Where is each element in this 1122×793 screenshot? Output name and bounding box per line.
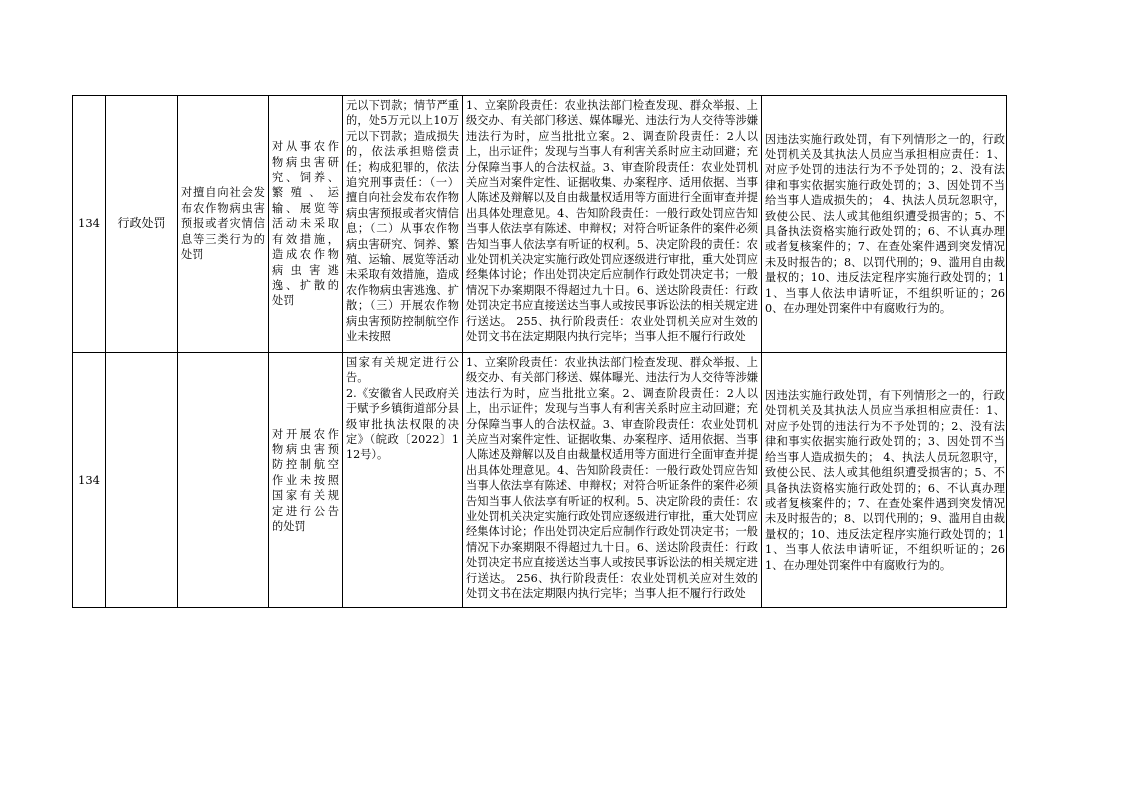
subitem-name-cell (269, 353, 343, 608)
table-row (73, 96, 1006, 353)
legal-basis: 元以下罚款；情节严重的，处5万元以上10万元以下罚款；造成损失的，依法承担赔偿责任；构成犯罪的，依法追究刑事责任：（一）擅自向社会发布农作物病虫害预报或者灾情信息；（二）从事农作物病虫害研究、饲养、繁殖、运输、展览等活动未采取有效措施，造成农作物病虫害逃逸、扩散；（三）开展农作物病虫害预防控制航空作业未按照 (346, 99, 459, 344)
legal-basis: 国家有关规定进行公告。 2.《安徽省人民政府关于赋予乡镇街道部分县级审批执法权限的决定》（皖政〔2022〕112号）。 (346, 356, 459, 462)
row-number: 134 (78, 472, 100, 487)
subitem-name: 对从事农作物病虫害研究、饲养、繁殖、运输、展览等活动未采取有效措施，造成农作物病虫害逃逸、扩散的处罚 (272, 140, 339, 308)
accountability-text: 因违法实施行政处罚，有下列情形之一的，行政处罚机关及其执法人员应当承担相应责任：1、对应予处罚的违法行为不予处罚的；2、没有法律和事实依据实施行政处罚的；3、因处罚不当给当事人造成损失的； 4、执法人员玩忽职守，致使公民、法人或其他组织遭受损害的；5、不具备执法资格实施行政处罚的；6、不认真办理或者复核案件的；7、在查处案件遇到突发情况未及时报告的；8、以罚代刑的；9、滥用自由裁量权的；10、违反法定程序实施行政处罚的；11、当事人依法申请听证，不组织听证的；261、在办理处罚案件中有腐败行为的。 (765, 389, 1005, 572)
responsibility-text: 1、立案阶段责任：农业执法部门检查发现、群众举报、上级交办、有关部门移送、媒体曝光、违法行为人交待等涉嫌违法行为时，应当批批立案。2、调查阶段责任：2人以上，出示证件；发现与当事人有利害关系时应主动回避；充分保障当事人的合法权益。3、审查阶段责任：农业处罚机关应当对案件定性、证据收集、办案程序、适用依据、当事人陈述及辩解以及自由裁量权适用等方面进行全面审查并提出具体处理意见。4、告知阶段责任：一般行政处罚应告知当事人依法享有陈述、申辩权；对符合听证条件的案件必须告知当事人依法享有听证的权利。5、决定阶段的责任：农业处罚机关决定实施行政处罚应逐级进行审批，重大处罚应经集体讨论；作出处罚决定后应制作行政处罚决定书；一般情况下办案期限不得超过九十日。6、送达阶段责任：行政处罚决定书应直接送达当事人或按民事诉讼法的相关规定进行送达。 255、执行阶段责任：农业处罚机关应对生效的处罚文书在法定期限内执行完毕；当事人拒不履行行政处 (466, 99, 758, 344)
power-list-table (72, 95, 1007, 608)
row-number-cell (73, 353, 106, 608)
power-category-cell (106, 96, 178, 352)
item-name: 对擅自向社会发布农作物病虫害预报或者灾情信息等三类行为的处罚 (181, 186, 265, 262)
subitem-name: 对开展农作物病虫害预防控制航空作业未按照国家有关规定进行公告的处罚 (272, 427, 339, 534)
power-category: 行政处罚 (117, 216, 166, 231)
power-category-cell (106, 353, 178, 608)
row-number-cell (73, 96, 106, 352)
subitem-name-cell (269, 96, 343, 352)
legal-basis-cell (343, 353, 463, 608)
legal-basis-cell (343, 96, 463, 352)
row-number: 134 (78, 216, 100, 231)
responsibility-cell (463, 353, 762, 608)
responsibility-text: 1、立案阶段责任：农业执法部门检查发现、群众举报、上级交办、有关部门移送、媒体曝光、违法行为人交待等涉嫌违法行为时，应当批批立案。2、调查阶段责任：2人以上，出示证件；发现与当事人有利害关系时应主动回避；充分保障当事人的合法权益。3、审查阶段责任：农业处罚机关应当对案件定性、证据收集、办案程序、适用依据、当事人陈述及辩解以及自由裁量权适用等方面进行全面审查并提出具体处理意见。4、告知阶段责任：一般行政处罚应告知当事人依法享有陈述、申辩权；对符合听证条件的案件必须告知当事人依法享有听证的权利。5、决定阶段的责任：农业处罚机关决定实施行政处罚应逐级进行审批，重大处罚应经集体讨论；作出处罚决定后应制作行政处罚决定书；一般情况下办案期限不得超过九十日。6、送达阶段责任：行政处罚决定书应直接送达当事人或按民事诉讼法的相关规定进行送达。 256、执行阶段责任：农业处罚机关应对生效的处罚文书在法定期限内执行完毕；当事人拒不履行行政处 (466, 356, 758, 601)
responsibility-cell (463, 96, 762, 352)
table-row (73, 353, 1006, 608)
item-name-cell (178, 353, 269, 608)
item-name-cell (178, 96, 269, 352)
accountability-cell (762, 96, 1008, 352)
accountability-text: 因违法实施行政处罚，有下列情形之一的，行政处罚机关及其执法人员应当承担相应责任：1、对应予处罚的违法行为不予处罚的；2、没有法律和事实依据实施行政处罚的；3、因处罚不当给当事人造成损失的； 4、执法人员玩忽职守，致使公民、法人或其他组织遭受损害的；5、不具备执法资格实施行政处罚的；6、不认真办理或者复核案件的；7、在查处案件遇到突发情况未及时报告的；8、以罚代刑的；9、滥用自由裁量权的；10、违反法定程序实施行政处罚的；11、当事人依法申请听证，不组织听证的；260、在办理处罚案件中有腐败行为的。 (765, 132, 1005, 316)
accountability-cell (762, 353, 1008, 608)
